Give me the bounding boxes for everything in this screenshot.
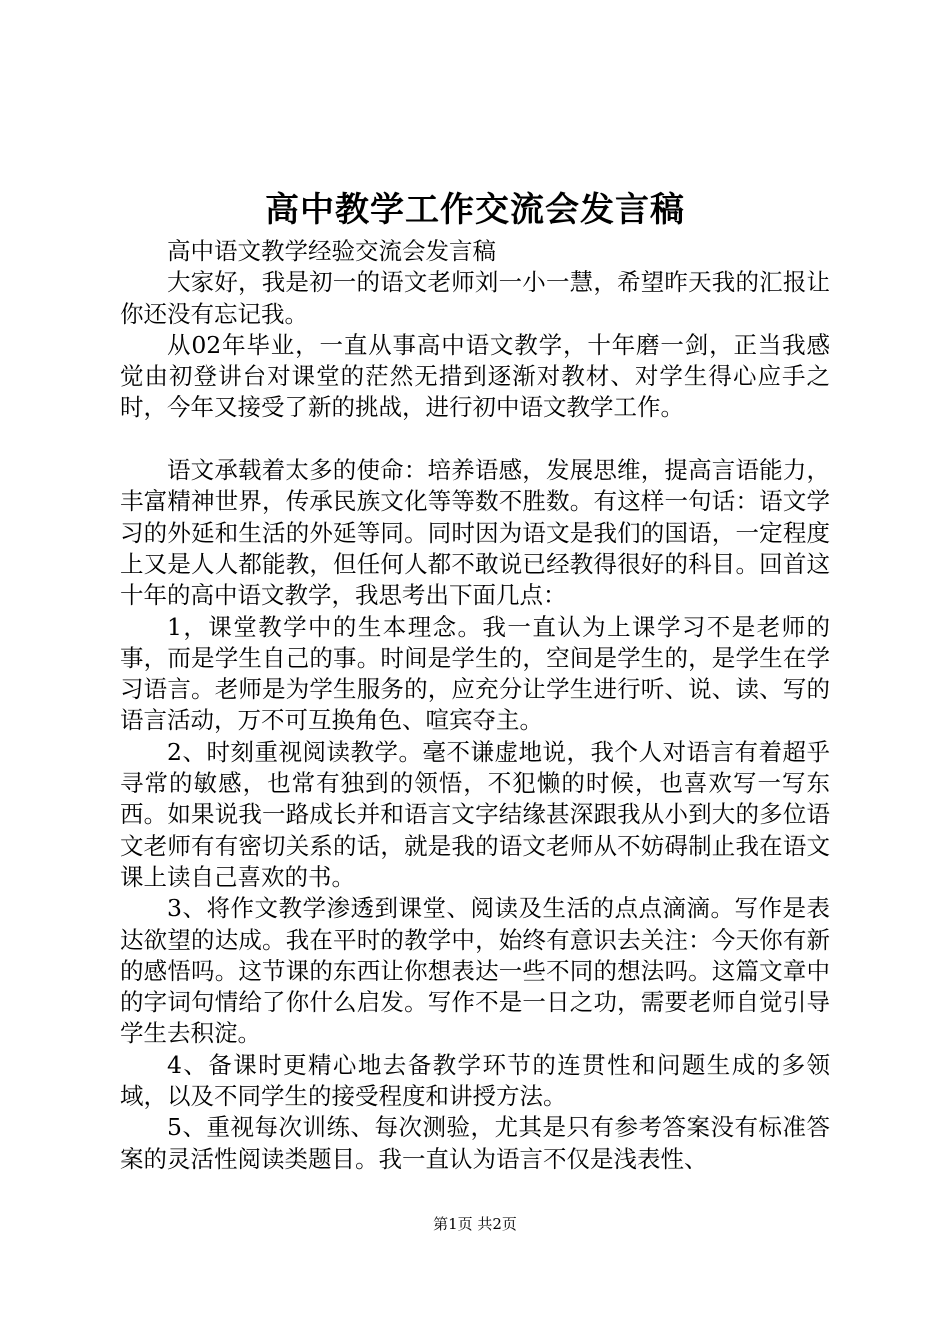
paragraph-point-1: 1，课堂教学中的生本理念。我一直认为上课学习不是老师的事，而是学生自己的事。时间是学生的，空间是学生的，是学生在学习语言。老师是为学生服务的，应充分让学生进行听、说、读、写的语言活动，万不可互换角色、喧宾夺主。 [120,612,830,735]
paragraph-greeting: 大家好，我是初一的语文老师刘一小一慧，希望昨天我的汇报让你还没有忘记我。 [120,268,830,328]
page-number-footer: 第1页 共2页 [433,1215,517,1233]
paragraph-subtitle: 高中语文教学经验交流会发言稿 [167,237,496,265]
paragraph-mission: 语文承载着太多的使命：培养语感，发展思维，提高言语能力，丰富精神世界，传承民族文化等等数不胜数。有这样一句话：语文学习的外延和生活的外延等同。同时因为语文是我们的国语，一定程度上又是人人都能教，但任何人都不敢说已经教得很好的科目。回首这十年的高中语文教学，我思考出下面几点： [120,456,830,610]
paragraph-point-5: 5、重视每次训练、每次测验，尤其是只有参考答案没有标准答案的灵活性阅读类题目。我一直认为语言不仅是浅表性、 [120,1113,830,1173]
paragraph-point-2: 2、时刻重视阅读教学。毫不谦虚地说，我个人对语言有着超乎寻常的敏感，也常有独到的领悟，不犯懒的时候，也喜欢写一写东西。如果说我一路成长并和语言文字结缘甚深跟我从小到大的多位语文老师有有密切关系的话，就是我的语文老师从不妨碍制止我在语文课上读自己喜欢的书。 [120,737,830,891]
paragraph-background: 从02年毕业，一直从事高中语文教学，十年磨一剑，正当我感觉由初登讲台对课堂的茫然无措到逐渐对教材、对学生得心应手之时，今年又接受了新的挑战，进行初中语文教学工作。 [120,330,830,422]
paragraph-point-4: 4、备课时更精心地去备教学环节的连贯性和问题生成的多领域，以及不同学生的接受程度和讲授方法。 [120,1050,830,1111]
paragraph-spacer [120,424,830,455]
document-title: 高中教学工作交流会发言稿 [265,190,685,230]
paragraph-point-3: 3、将作文教学渗透到课堂、阅读及生活的点点滴滴。写作是表达欲望的达成。我在平时的教学中，始终有意识去关注：今天你有新的感悟吗。这节课的东西让你想表达一些不同的想法吗。这篇文章中的字词句情给了你什么启发。写作不是一日之功，需要老师自觉引导学生去积淀。 [120,894,830,1048]
document-body [120,236,830,1175]
